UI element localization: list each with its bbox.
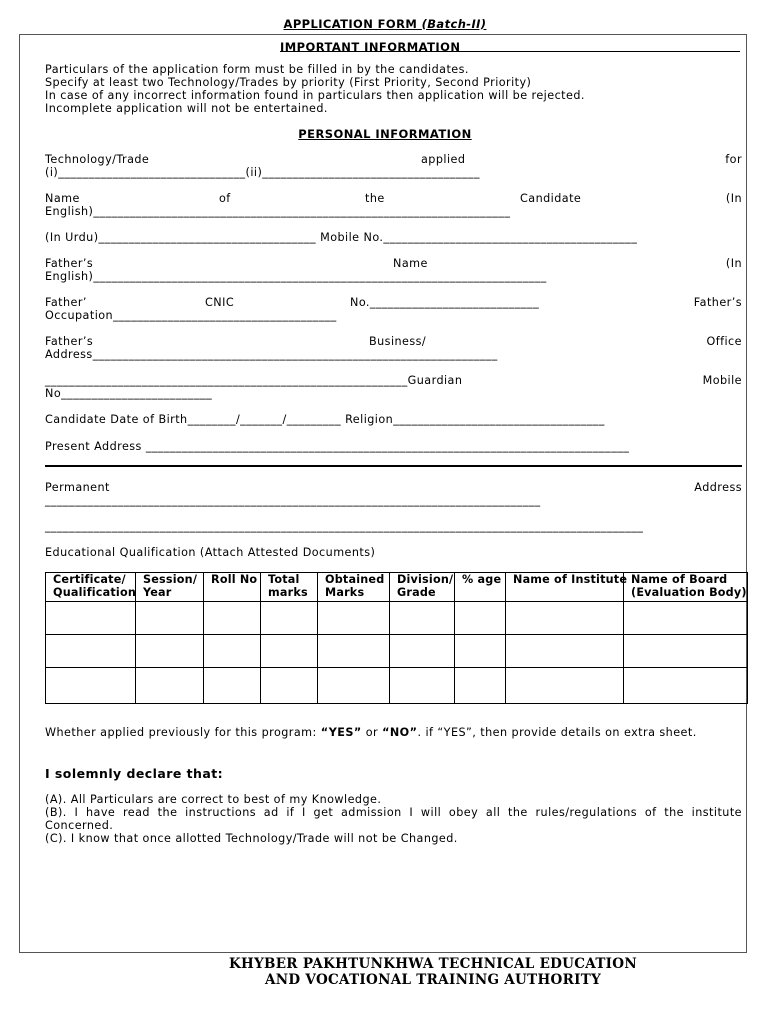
- header-board: Name of Board (Evaluation Body): [624, 573, 748, 602]
- name-row: Name of the Candidate (In: [45, 192, 742, 205]
- instruction-line: In case of any incorrect information found in particulars then application will be rejected.: [45, 89, 585, 102]
- office-address-field[interactable]: Address___________________________________________________________________: [45, 348, 498, 361]
- header-institute: Name of Institute: [506, 573, 624, 602]
- urdu-mobile-field[interactable]: (In Urdu)____________________________________ Mobile No.__________________________________________: [45, 231, 638, 244]
- declaration-c: (C). I know that once allotted Technology/Trade will not be Changed.: [45, 832, 458, 845]
- permanent-address-field[interactable]: __________________________________________________________________________________: [45, 494, 541, 507]
- business-row: Father’s Business/ Office: [45, 335, 742, 348]
- batch-label: (Batch-II): [421, 17, 487, 31]
- table-row: [46, 602, 748, 635]
- education-table: [45, 572, 748, 704]
- table-header-row: [46, 573, 748, 602]
- table-row: [46, 668, 748, 704]
- declaration-b: (B). I have read the instructions ad if I get admission I will obey all the rules/regulations of the institute Concerned.: [45, 806, 742, 832]
- heading-underline: [280, 51, 740, 52]
- header-session: Session/ Year: [136, 573, 204, 602]
- declaration-heading: I solemnly declare that:: [45, 766, 224, 781]
- declaration-a: (A). All Particulars are correct to best of my Knowledge.: [45, 793, 382, 806]
- father-name-field[interactable]: English)___________________________________________________________________________: [45, 270, 547, 283]
- header-division: Division/ Grade: [390, 573, 455, 602]
- name-english-field[interactable]: English)_____________________________________________________________________: [45, 205, 511, 218]
- footer-authority-line-2: AND VOCATIONAL TRAINING AUTHORITY: [264, 972, 602, 988]
- no-option: “NO”: [382, 726, 418, 739]
- father-name-row: Father’s Name (In: [45, 257, 742, 270]
- guardian-field[interactable]: ____________________________________________________________Guardian: [45, 374, 463, 387]
- separator-line: [45, 465, 742, 467]
- instruction-line: Incomplete application will not be entertained.: [45, 102, 328, 115]
- trade-row: Technology/Trade applied for: [45, 153, 742, 166]
- occupation-field[interactable]: Occupation_____________________________________: [45, 309, 337, 322]
- permanent-address-row: Permanent Address: [45, 481, 742, 494]
- education-caption: Educational Qualification (Attach Attested Documents): [45, 546, 376, 559]
- cnic-row: Father’ CNIC No.____________________________ Father’s: [45, 296, 742, 309]
- present-address-field[interactable]: Present Address ________________________________________________________________________________: [45, 440, 630, 453]
- trade-field[interactable]: (i)_______________________________(ii)____________________________________: [45, 166, 480, 179]
- previous-application-text: Whether applied previously for this program: “YES” or “NO”. if “YES”, then provide details on extra sheet.: [45, 726, 697, 739]
- permanent-address-field-2[interactable]: ___________________________________________________________________________________________________: [45, 520, 644, 533]
- declaration-items: [45, 793, 742, 845]
- instruction-line: Particulars of the application form must be filled in by the candidates.: [45, 63, 469, 76]
- header-roll-no: Roll No: [204, 573, 261, 602]
- instruction-line: Specify at least two Technology/Trades by priority (First Priority, Second Priority): [45, 76, 532, 89]
- yes-option: “YES”: [320, 726, 362, 739]
- trade-label: Technology/Trade: [45, 153, 150, 166]
- cnic-field[interactable]: No.____________________________: [350, 296, 540, 309]
- header-certificate: Certificate/ Qualification: [46, 573, 136, 602]
- personal-heading: PERSONAL INFORMATION: [298, 127, 472, 141]
- form-title: APPLICATION FORM (Batch-II): [283, 17, 487, 31]
- dob-religion-field[interactable]: Candidate Date of Birth________/_______/_________ Religion___________________________________: [45, 413, 605, 426]
- header-percentage: % age: [455, 573, 506, 602]
- guardian-mobile-field[interactable]: No_________________________: [45, 387, 213, 400]
- header-total-marks: Total marks: [261, 573, 318, 602]
- guardian-row: ____________________________________________________________Guardian Mobile: [45, 374, 742, 387]
- instructions: [45, 63, 745, 115]
- table-row: [46, 635, 748, 668]
- header-obtained-marks: Obtained Marks: [318, 573, 390, 602]
- footer-authority-line-1: KHYBER PAKHTUNKHWA TECHNICAL EDUCATION: [228, 956, 637, 972]
- important-heading: IMPORTANT INFORMATION: [280, 40, 461, 54]
